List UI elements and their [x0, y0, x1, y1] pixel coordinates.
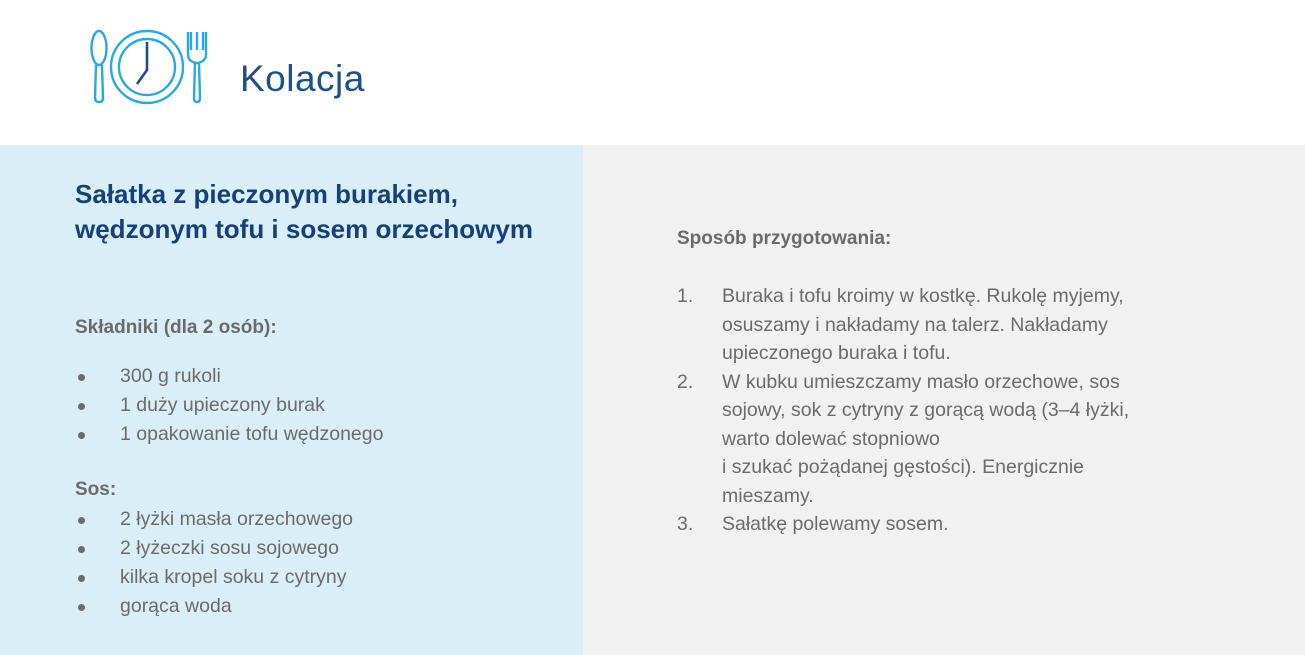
list-item — [75, 420, 383, 449]
header — [0, 0, 1305, 145]
sauce-text: 2 łyżeczki sosu sojowego — [120, 537, 339, 559]
step-text: sojowy, sok z cytryny z gorącą wodą (3–4 łyżki, — [722, 399, 1130, 421]
step-text: W kubku umieszczamy masło orzechowe, sos — [722, 370, 1120, 393]
list-item — [75, 592, 353, 621]
ingredients-heading: Składniki (dla 2 osób): — [75, 317, 277, 338]
step-text: warto dolewać stopniowo — [722, 427, 940, 450]
step-item — [677, 282, 1177, 368]
sauce-text: kilka kropel soku z cytryny — [120, 566, 347, 588]
list-item — [75, 505, 353, 534]
step-text: Buraka i tofu kroimy w kostkę. Rukolę myjemy, — [722, 285, 1124, 307]
sauce-list — [75, 505, 353, 621]
step-number: 2. — [677, 370, 694, 393]
step-item — [677, 510, 1177, 539]
ingredients-list — [75, 362, 383, 449]
sauce-text: gorąca woda — [120, 595, 232, 617]
list-item — [75, 563, 353, 592]
step-item — [677, 368, 1177, 511]
bullet-icon — [78, 403, 85, 410]
step-number: 1. — [677, 285, 694, 307]
method-heading: Sposób przygotowania: — [677, 228, 892, 249]
ingredient-text: 300 g rukoli — [120, 365, 221, 387]
step-number: 3. — [677, 513, 694, 535]
step-text: osuszamy i nakładamy na talerz. Nakładamy — [722, 313, 1108, 336]
steps-list — [677, 282, 1177, 539]
step-text: Sałatkę polewamy sosem. — [722, 513, 949, 535]
step-text: i szukać pożądanej gęstości). Energicznie — [722, 456, 1085, 478]
recipe-title: Sałatka z pieczonym burakiem, wędzonym tofu i sosem orzechowym — [75, 179, 533, 244]
plate-clock-cutlery-icon — [84, 26, 212, 108]
ingredient-text: 1 opakowanie tofu wędzonego — [120, 423, 384, 445]
bullet-icon — [78, 575, 85, 582]
list-item — [75, 391, 383, 420]
bullet-icon — [78, 517, 85, 524]
ingredient-text: 1 duży upieczony burak — [120, 394, 325, 416]
sauce-heading: Sos: — [75, 479, 117, 500]
step-text: upieczonego buraka i tofu. — [722, 342, 951, 364]
sauce-text: 2 łyżki masła orzechowego — [120, 508, 354, 530]
bullet-icon — [78, 374, 85, 381]
step-text: mieszamy. — [722, 484, 814, 507]
bullet-icon — [78, 604, 85, 611]
bullet-icon — [78, 546, 85, 553]
list-item — [75, 534, 353, 563]
list-item — [75, 362, 383, 391]
section-title: Kolacja — [240, 58, 365, 99]
bullet-icon — [78, 432, 85, 439]
